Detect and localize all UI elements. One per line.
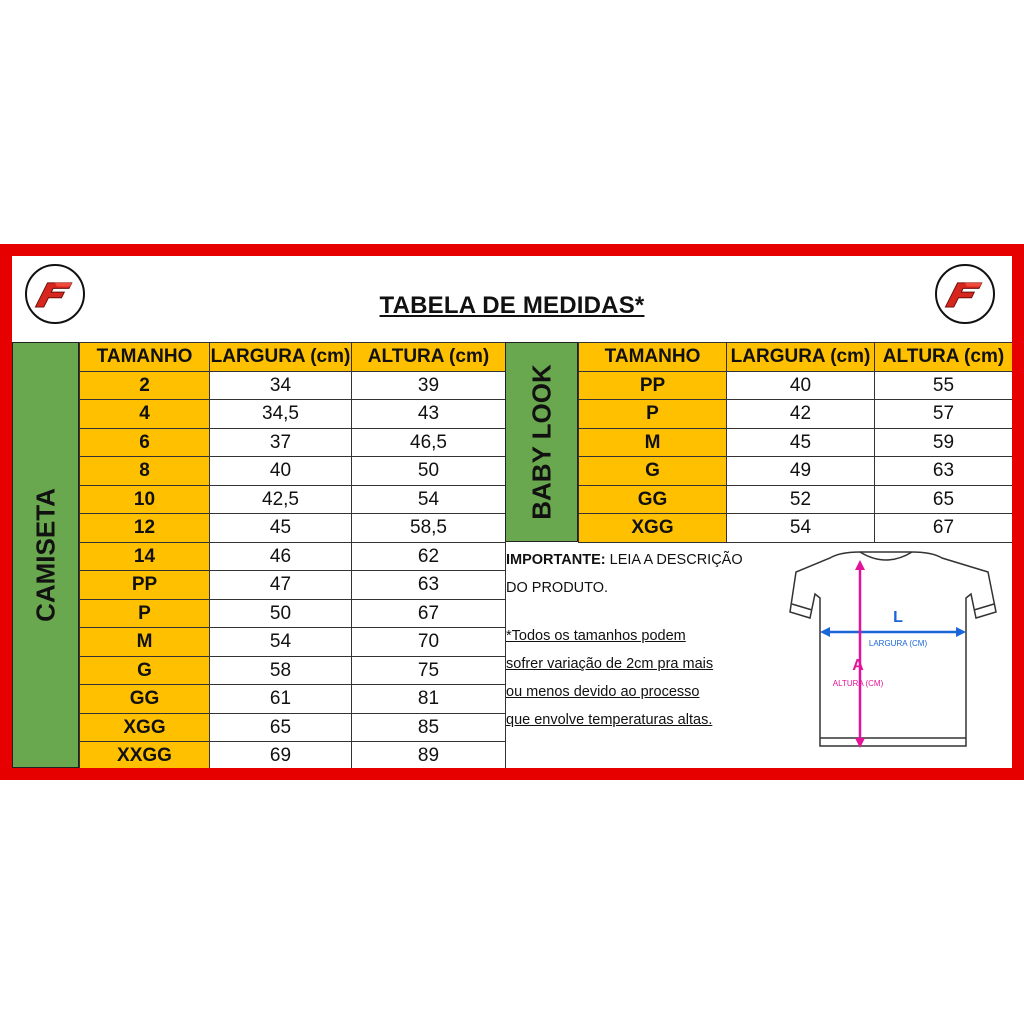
table-row bbox=[80, 428, 506, 457]
table-row bbox=[80, 514, 506, 543]
table-header-row bbox=[579, 343, 1013, 372]
tshirt-collar bbox=[860, 552, 912, 560]
important-note bbox=[506, 546, 771, 734]
note-line: DO PRODUTO. bbox=[506, 580, 609, 596]
camiseta-band bbox=[12, 342, 79, 768]
height-cell: 46,5 bbox=[352, 428, 506, 457]
height-cell: 39 bbox=[352, 371, 506, 400]
important-label: IMPORTANTE: bbox=[506, 552, 606, 568]
width-cell: 52 bbox=[727, 485, 875, 514]
height-cell: 70 bbox=[352, 628, 506, 657]
width-arrow-left-head bbox=[820, 627, 830, 637]
width-letter: L bbox=[893, 609, 903, 626]
disclaimer-line: ou menos devido ao processo bbox=[506, 684, 700, 700]
height-cell: 59 bbox=[875, 428, 1013, 457]
width-cell: 42 bbox=[727, 400, 875, 429]
table-row bbox=[80, 656, 506, 685]
note-line bbox=[506, 546, 771, 574]
table-row bbox=[80, 485, 506, 514]
table-row bbox=[579, 514, 1013, 543]
height-cell: 81 bbox=[352, 685, 506, 714]
table-row bbox=[80, 400, 506, 429]
table-row bbox=[80, 457, 506, 486]
column-header-height: ALTURA (cm) bbox=[352, 343, 506, 372]
baby-look-size-table bbox=[578, 342, 1012, 543]
width-cell: 50 bbox=[210, 599, 352, 628]
camiseta-label: CAMISETA bbox=[30, 488, 60, 622]
width-cell: 69 bbox=[210, 742, 352, 769]
width-cell: 54 bbox=[727, 514, 875, 543]
width-arrow-right-head bbox=[956, 627, 966, 637]
camiseta-size-table bbox=[79, 342, 506, 768]
table-row bbox=[579, 371, 1013, 400]
size-cell: PP bbox=[579, 371, 727, 400]
width-cell: 49 bbox=[727, 457, 875, 486]
height-cell: 63 bbox=[352, 571, 506, 600]
baby-look-band bbox=[505, 342, 578, 542]
width-cell: 42,5 bbox=[210, 485, 352, 514]
height-cell: 67 bbox=[352, 599, 506, 628]
size-cell: G bbox=[579, 457, 727, 486]
tshirt-outline bbox=[790, 552, 996, 746]
height-cell: 54 bbox=[352, 485, 506, 514]
disclaimer-line: que envolve temperaturas altas. bbox=[506, 712, 713, 728]
column-header-size: TAMANHO bbox=[80, 343, 210, 372]
size-cell: GG bbox=[579, 485, 727, 514]
table-row bbox=[80, 542, 506, 571]
table-header-row bbox=[80, 343, 506, 372]
width-cell: 47 bbox=[210, 571, 352, 600]
width-cell: 34 bbox=[210, 371, 352, 400]
column-header-width: LARGURA (cm) bbox=[210, 343, 352, 372]
table-row bbox=[80, 371, 506, 400]
table-row bbox=[579, 428, 1013, 457]
height-cell: 43 bbox=[352, 400, 506, 429]
table-row bbox=[80, 628, 506, 657]
table-row bbox=[80, 685, 506, 714]
size-cell: M bbox=[80, 628, 210, 657]
size-cell: 4 bbox=[80, 400, 210, 429]
height-cell: 62 bbox=[352, 542, 506, 571]
disclaimer-line: *Todos os tamanhos podem bbox=[506, 628, 686, 644]
height-cell: 65 bbox=[875, 485, 1013, 514]
table-row bbox=[579, 485, 1013, 514]
size-cell: XXGG bbox=[80, 742, 210, 769]
important-text: LEIA A DESCRIÇÃO bbox=[605, 552, 743, 568]
size-cell: P bbox=[579, 400, 727, 429]
width-cell: 34,5 bbox=[210, 400, 352, 429]
size-cell: 10 bbox=[80, 485, 210, 514]
size-cell: 6 bbox=[80, 428, 210, 457]
size-cell: XGG bbox=[579, 514, 727, 543]
table-row bbox=[80, 713, 506, 742]
tshirt-measurement-diagram bbox=[768, 546, 1004, 760]
height-cell: 75 bbox=[352, 656, 506, 685]
width-cell: 54 bbox=[210, 628, 352, 657]
height-cell: 50 bbox=[352, 457, 506, 486]
disclaimer-line: sofrer variação de 2cm pra mais bbox=[506, 656, 714, 672]
width-cell: 45 bbox=[210, 514, 352, 543]
width-cell: 40 bbox=[210, 457, 352, 486]
height-cell: 67 bbox=[875, 514, 1013, 543]
size-cell: 8 bbox=[80, 457, 210, 486]
size-cell: 12 bbox=[80, 514, 210, 543]
width-cell: 40 bbox=[727, 371, 875, 400]
height-label: ALTURA (CM) bbox=[832, 679, 884, 688]
width-cell: 37 bbox=[210, 428, 352, 457]
table-row bbox=[579, 457, 1013, 486]
height-cell: 55 bbox=[875, 371, 1013, 400]
width-cell: 45 bbox=[727, 428, 875, 457]
size-cell: 2 bbox=[80, 371, 210, 400]
baby-look-label: BABY LOOK bbox=[526, 364, 556, 520]
height-cell: 89 bbox=[352, 742, 506, 769]
size-cell: P bbox=[80, 599, 210, 628]
size-cell: G bbox=[80, 656, 210, 685]
table-row bbox=[80, 571, 506, 600]
height-letter: A bbox=[852, 657, 864, 674]
size-cell: 14 bbox=[80, 542, 210, 571]
column-header-size: TAMANHO bbox=[579, 343, 727, 372]
table-row bbox=[80, 599, 506, 628]
height-cell: 58,5 bbox=[352, 514, 506, 543]
page-title: TABELA DE MEDIDAS* bbox=[379, 292, 645, 319]
column-header-height: ALTURA (cm) bbox=[875, 343, 1013, 372]
width-cell: 61 bbox=[210, 685, 352, 714]
height-cell: 57 bbox=[875, 400, 1013, 429]
width-cell: 65 bbox=[210, 713, 352, 742]
size-chart-panel bbox=[12, 256, 1012, 768]
width-cell: 46 bbox=[210, 542, 352, 571]
height-cell: 63 bbox=[875, 457, 1013, 486]
width-label: LARGURA (CM) bbox=[868, 639, 928, 648]
size-cell: PP bbox=[80, 571, 210, 600]
size-chart-frame bbox=[0, 244, 1024, 780]
height-arrow-top-head bbox=[855, 560, 865, 570]
height-cell: 85 bbox=[352, 713, 506, 742]
width-cell: 58 bbox=[210, 656, 352, 685]
size-cell: M bbox=[579, 428, 727, 457]
table-row bbox=[579, 400, 1013, 429]
table-row bbox=[80, 742, 506, 769]
size-cell: XGG bbox=[80, 713, 210, 742]
column-header-width: LARGURA (cm) bbox=[727, 343, 875, 372]
size-cell: GG bbox=[80, 685, 210, 714]
